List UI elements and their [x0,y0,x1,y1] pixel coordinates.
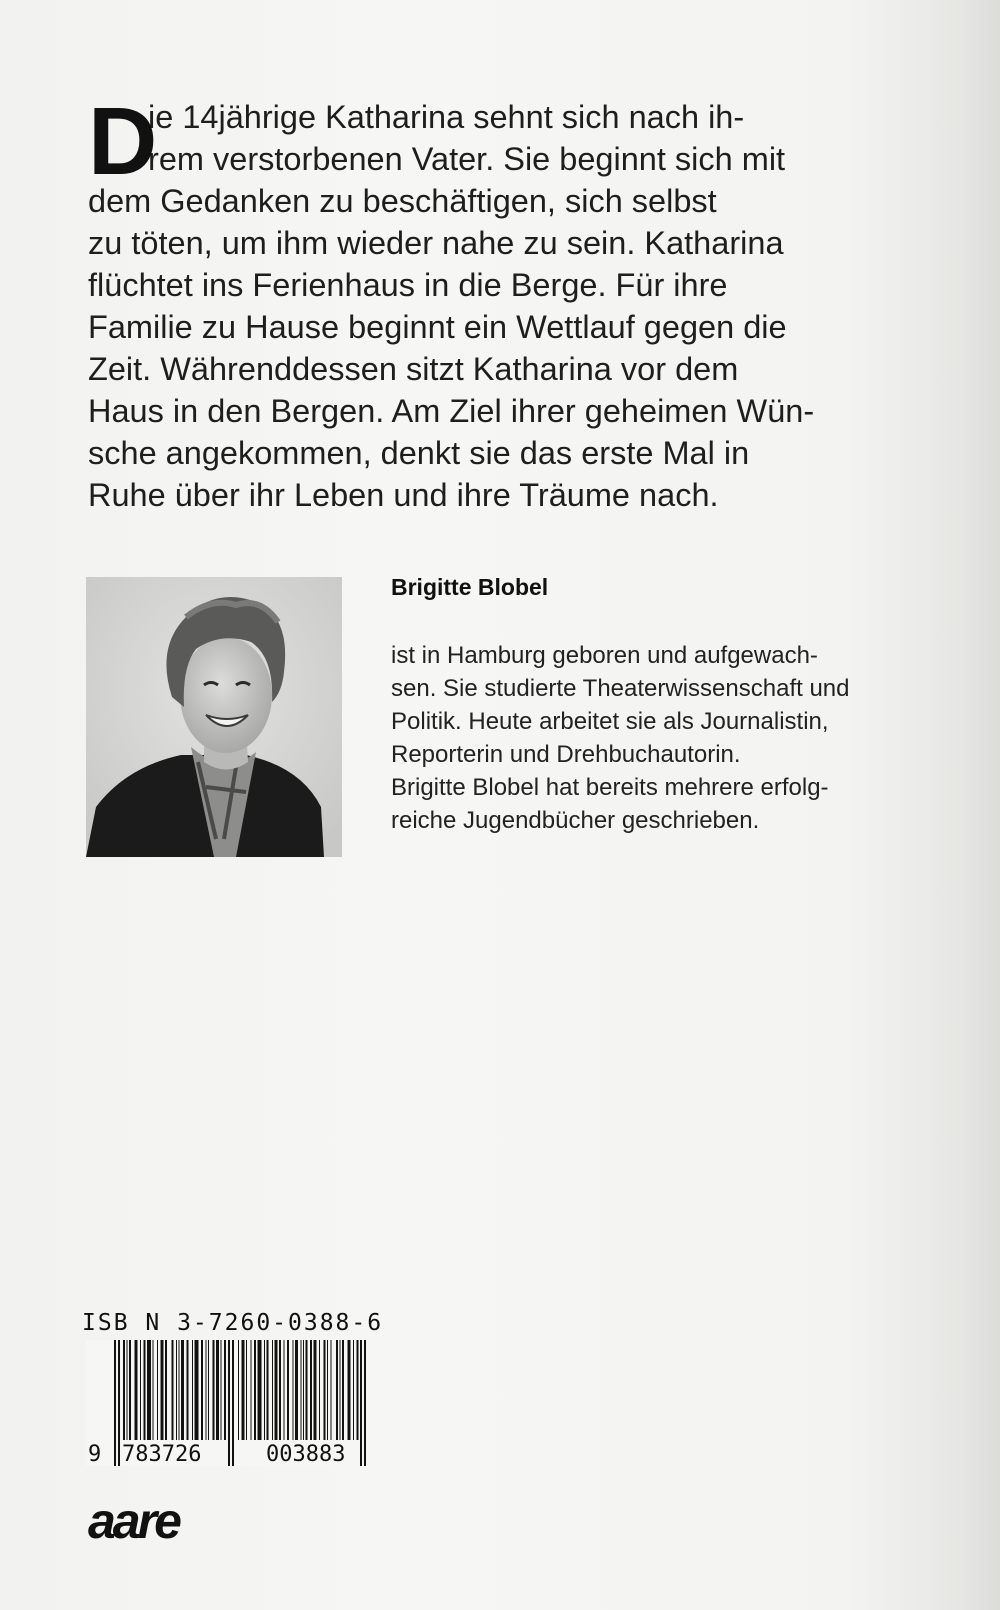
barcode-bar [157,1340,158,1440]
barcode-bar [314,1340,317,1440]
barcode-bar [144,1340,146,1440]
barcode-bar [192,1340,193,1440]
barcode-bar [303,1340,304,1440]
bio-line: reiche Jugendbücher geschrieben. [391,807,760,834]
bio-line: Reporterin und Drehbuchautorin. [391,741,741,768]
barcode-bar [123,1340,125,1440]
barcode-bar [284,1340,285,1440]
barcode-bar [213,1340,215,1440]
barcode-bar [165,1340,167,1440]
barcode-bar [187,1340,189,1440]
barcode-digits-left: 783726 [122,1442,202,1466]
author-photo [86,577,342,857]
blurb-line: sche angekommen, denkt sie das erste Mal in [88,435,750,471]
barcode-bar [331,1340,332,1440]
blurb-line: zu töten, um ihm wieder nahe zu sein. Katharina [88,225,784,261]
blurb-line: ie 14jährige Katharina sehnt sich nach ih- [148,99,745,135]
barcode-bar [272,1340,273,1440]
barcode-digits-right: 003883 [266,1442,346,1466]
barcode-bar [179,1340,180,1440]
blurb-text [88,88,918,516]
barcode-bar [224,1340,226,1440]
barcode-bar [153,1340,154,1440]
barcode-bar [221,1340,222,1440]
barcode-bar [254,1340,256,1440]
barcode-bar [129,1340,131,1440]
drop-cap: D [88,88,158,195]
barcode-bar [324,1340,326,1440]
barcode-bar [327,1340,328,1440]
barcode-bar [348,1340,351,1440]
barcode-bar [127,1340,128,1440]
barcode-bar [275,1340,278,1440]
author-name: Brigitte Blobel [391,574,549,600]
blurb-line: Haus in den Bergen. Am Ziel ihrer geheimen Wün- [88,393,815,429]
barcode-bar [258,1340,262,1440]
barcode-bar [195,1340,199,1440]
barcode-bar [267,1340,269,1440]
barcode-bar [301,1340,302,1440]
barcode-guard-bar [232,1340,234,1466]
barcode-bar [201,1340,203,1440]
barcode-bar [176,1340,177,1440]
bio-line: Brigitte Blobel hat bereits mehrere erfolg- [391,774,829,801]
barcode-bar [251,1340,252,1440]
blurb-line: Familie zu Hause beginnt ein Wettlauf gegen die [88,309,787,345]
barcode-bar [319,1340,320,1440]
blurb-line: dem Gedanken zu beschäftigen, sich selbst [88,183,717,219]
barcode-bar [161,1340,164,1440]
author-bio [391,639,931,837]
barcode-bar [279,1340,281,1440]
barcode-bar [264,1340,265,1440]
barcode-bar [353,1340,354,1440]
barcode-bar [216,1340,219,1440]
publisher-logo: aare [88,1493,179,1549]
blurb-line: Ruhe über ihr Leben und ihre Träume nach. [88,477,719,513]
bio-line: sen. Sie studierte Theaterwissenschaft und [391,675,850,702]
barcode-bar [310,1340,312,1440]
barcode-bar [242,1340,245,1440]
barcode-bar [181,1340,184,1440]
blurb-line: Zeit. Währenddessen sitzt Katharina vor dem [88,351,739,387]
barcode-bar [306,1340,308,1440]
blurb-line: flüchtet ins Ferienhaus in die Berge. Für ihre [88,267,728,303]
barcode-bar [357,1340,359,1440]
bio-line: ist in Hamburg geboren und aufgewach- [391,642,818,669]
barcode-bar [293,1340,294,1440]
barcode [86,1340,386,1466]
barcode-bar [342,1340,344,1440]
barcode-bar [287,1340,289,1440]
barcode-bar [172,1340,174,1440]
barcode-bar [336,1340,338,1440]
barcode-digit-first: 9 [88,1442,102,1466]
barcode-bar [135,1340,138,1440]
blurb-line: rem verstorbenen Vater. Sie beginnt sich mit [148,141,786,177]
barcode-guard-bar [360,1340,362,1466]
barcode-bar [140,1340,141,1440]
barcode-guard-bar [114,1340,116,1466]
barcode-bar [147,1340,151,1440]
barcode-bar [246,1340,247,1440]
barcode-bar [340,1340,341,1440]
barcode-bar [208,1340,209,1440]
bio-line: Politik. Heute arbeitet sie als Journalistin, [391,708,829,735]
barcode-guard-bar [364,1340,366,1466]
barcode-bar [238,1340,239,1440]
barcode-guard-bar [118,1340,120,1466]
author-portrait-image [86,577,342,857]
isbn-label: ISB N 3-7260-0388-6 [82,1310,384,1336]
barcode-bar [295,1340,298,1440]
barcode-bar [206,1340,207,1440]
barcode-graphic [86,1340,386,1466]
barcode-guard-bar [228,1340,230,1466]
